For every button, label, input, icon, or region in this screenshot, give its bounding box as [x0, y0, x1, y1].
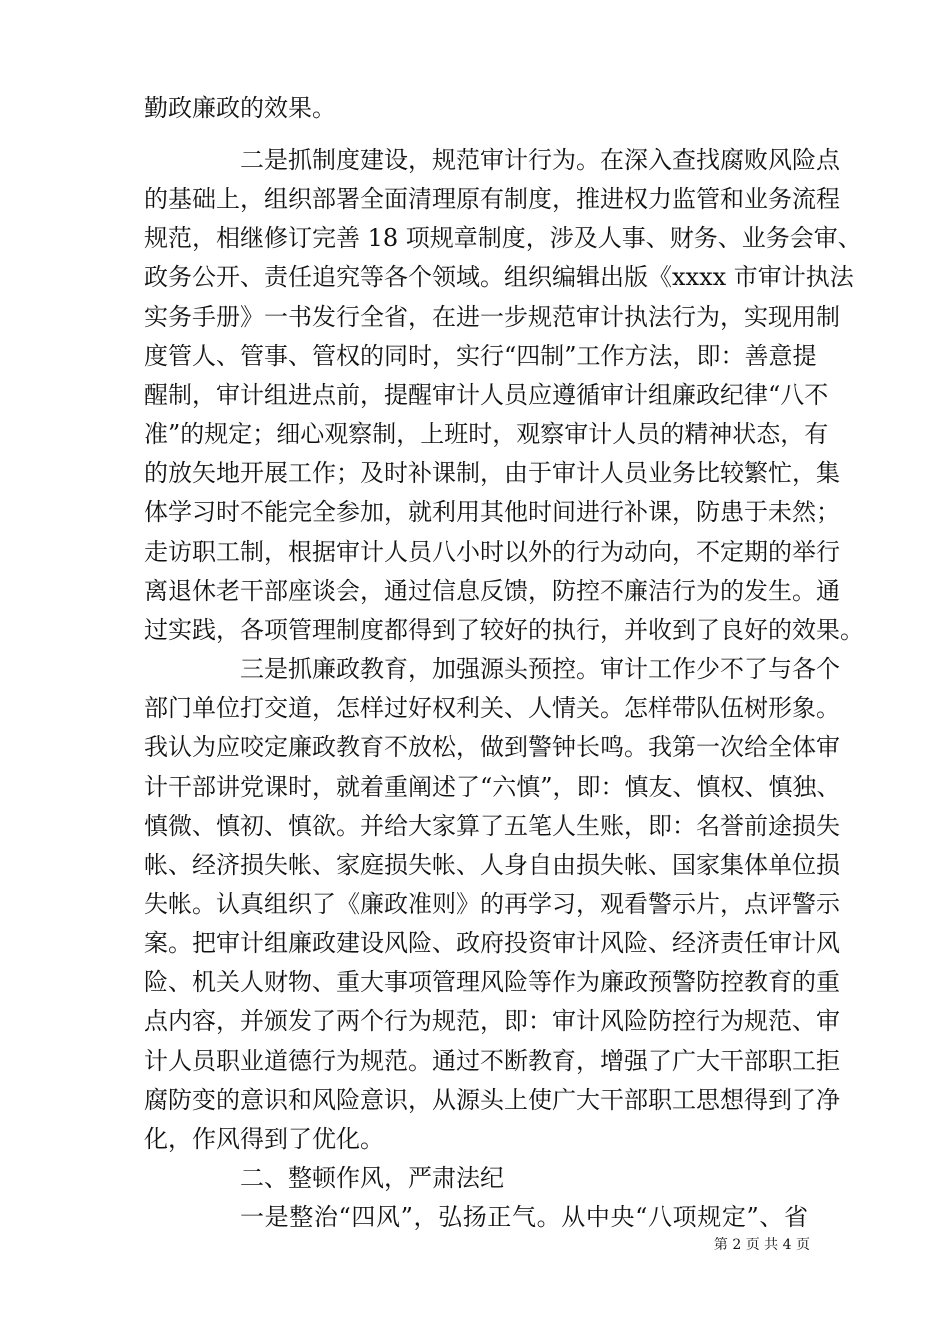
paragraph-line: 政务公开、责任追究等各个领域。组织编辑出版《xxxx 市审计执法	[144, 263, 854, 291]
paragraph-line: 一是整治“四风”，弘扬正气。从中央“八项规定”、省	[240, 1203, 808, 1231]
paragraph-line: 部门单位打交道，怎样过好权利关、人情关。怎样带队伍树形象。	[144, 694, 840, 722]
paragraph-line: 计人员职业道德行为规范。通过不断教育，增强了广大干部职工拒	[144, 1047, 840, 1075]
paragraph-line: 实务手册》一书发行全省，在进一步规范审计执法行为，实现用制	[144, 303, 840, 331]
paragraph-line: 体学习时不能完全参加，就利用其他时间进行补课，防患于未然；	[144, 498, 840, 526]
paragraph-line: 的基础上，组织部署全面清理原有制度，推进权力监管和业务流程	[144, 185, 840, 213]
paragraph-line: 二是抓制度建设，规范审计行为。在深入查找腐败风险点	[240, 146, 840, 174]
paragraph-line: 险、机关人财物、重大事项管理风险等作为廉政预警防控教育的重	[144, 968, 840, 996]
paragraph-line: 化，作风得到了优化。	[144, 1125, 384, 1153]
paragraph-line: 案。把审计组廉政建设风险、政府投资审计风险、经济责任审计风	[144, 929, 840, 957]
page-footer: 第 2 页 共 4 页	[713, 1237, 810, 1253]
paragraph-line: 三是抓廉政教育，加强源头预控。审计工作少不了与各个	[240, 655, 840, 683]
paragraph-line: 走访职工制，根据审计人员八小时以外的行为动向，不定期的举行	[144, 538, 840, 566]
paragraph-line: 帐、经济损失帐、家庭损失帐、人身自由损失帐、国家集体单位损	[144, 851, 840, 879]
paragraph-line: 点内容，并颁发了两个行为规范，即：审计风险防控行为规范、审	[144, 1007, 840, 1035]
paragraph-line: 腐防变的意识和风险意识，从源头上使广大干部职工思想得到了净	[144, 1086, 840, 1114]
paragraph-line: 勤政廉政的效果。	[144, 94, 336, 122]
paragraph-line: 二、整顿作风，严肃法纪	[240, 1164, 504, 1192]
paragraph-line: 规范，相继修订完善 18 项规章制度，涉及人事、财务、业务会审、	[144, 224, 862, 252]
paragraph-line: 慎微、慎初、慎欲。并给大家算了五笔人生账，即：名誉前途损失	[144, 812, 840, 840]
paragraph-line: 我认为应咬定廉政教育不放松，做到警钟长鸣。我第一次给全体审	[144, 733, 840, 761]
paragraph-line: 计干部讲党课时，就着重阐述了“六慎”，即：慎友、慎权、慎独、	[144, 773, 841, 801]
paragraph-line: 离退休老干部座谈会，通过信息反馈，防控不廉洁行为的发生。通	[144, 577, 840, 605]
paragraph-line: 过实践，各项管理制度都得到了较好的执行，并收到了良好的效果。	[144, 616, 864, 644]
paragraph-line: 失帐。认真组织了《廉政准则》的再学习，观看警示片，点评警示	[144, 890, 840, 918]
paragraph-line: 度管人、管事、管权的同时，实行“四制”工作方法，即：善意提	[144, 342, 817, 370]
paragraph-line: 准”的规定；细心观察制，上班时，观察审计人员的精神状态，有	[144, 420, 829, 448]
paragraph-line: 醒制，审计组进点前，提醒审计人员应遵循审计组廉政纪律“八不	[144, 381, 829, 409]
paragraph-line: 的放矢地开展工作；及时补课制，由于审计人员业务比较繁忙，集	[144, 459, 840, 487]
